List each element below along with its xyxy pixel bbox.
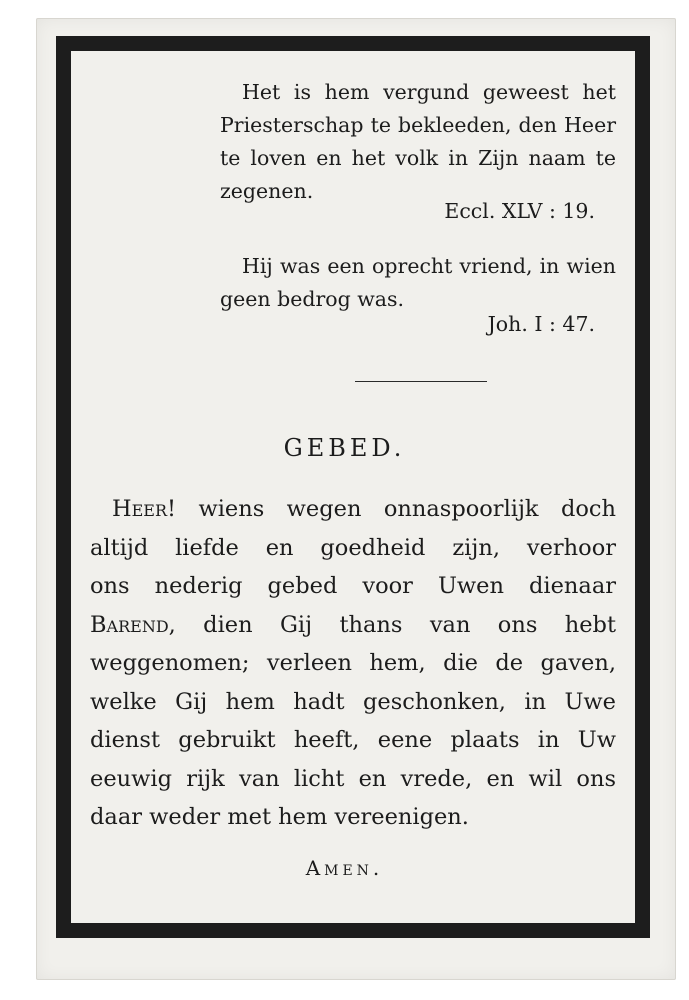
prayer-line: dienst gebruikt heeft, eene plaats in Uw — [90, 727, 616, 753]
verse-2-line: geen bedrog was. — [220, 287, 405, 311]
verse-1-line: Priesterschap te bekleeden, den Heer — [220, 113, 616, 137]
prayer-line: daar weder met hem vereenigen. — [90, 804, 469, 830]
verse-2-reference: Joh. I : 47. — [487, 312, 595, 336]
prayer-line: weggenomen; verleen hem, die de gaven, — [90, 650, 616, 676]
prayer-text — [90, 490, 616, 837]
prayer-closing: Amen. — [305, 856, 384, 880]
prayer-line — [90, 606, 616, 645]
verse-1-line: Het is hem vergund geweest het — [242, 80, 616, 104]
verse-1-line: zegenen. — [220, 179, 314, 203]
prayer-first-line-rest: wiens wegen onnaspoorlijk doch — [198, 496, 616, 522]
deceased-name: Barend, — [90, 611, 176, 638]
prayer-line: altijd liefde en goedheid zijn, verhoor — [90, 534, 616, 561]
prayer-line: ons nederig gebed voor Uwen dienaar — [90, 573, 616, 599]
prayer-line: eeuwig rijk van licht en vrede, en wil ons — [90, 765, 616, 792]
prayer-name-line-rest: dien Gij thans van ons hebt — [203, 611, 617, 638]
verse-1-line: te loven en het volk in Zijn naam te — [220, 146, 616, 170]
prayer-line — [90, 490, 616, 529]
prayer-first-word: Heer! — [112, 496, 177, 522]
prayer-title: GEBED. — [283, 434, 406, 462]
prayer-line: welke Gij hem hadt geschonken, in Uwe — [90, 688, 616, 715]
verse-1-reference: Eccl. XLV : 19. — [444, 199, 595, 223]
section-divider — [355, 381, 487, 382]
verse-1 — [220, 76, 616, 208]
verse-2-line: Hij was een oprecht vriend, in wien — [242, 254, 616, 278]
verse-2 — [220, 250, 616, 316]
